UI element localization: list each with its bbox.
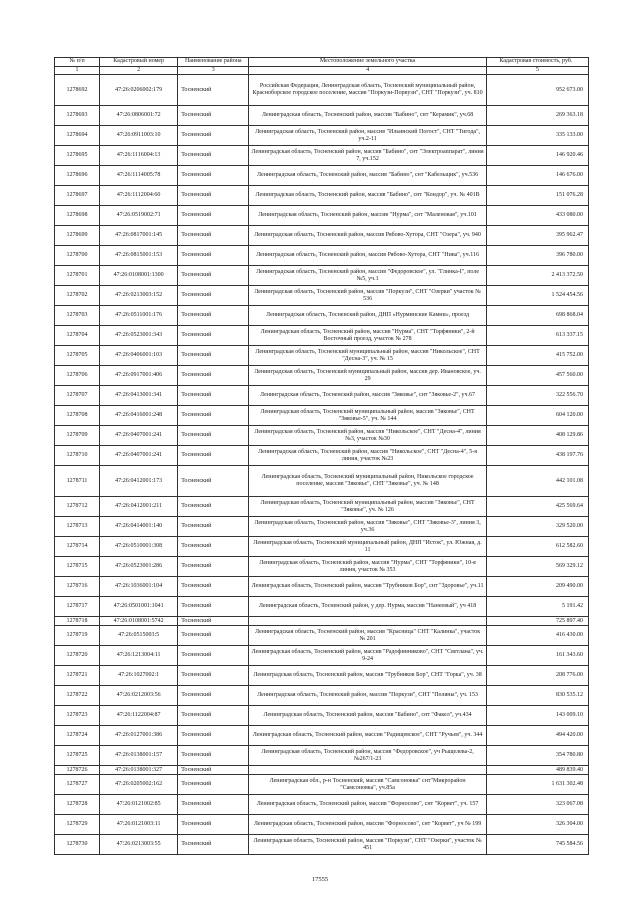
- cadastral-number-cell: 47:26:1213004:11: [100, 646, 178, 666]
- column-index: 1: [55, 67, 100, 75]
- row-number-cell: 1278693: [55, 106, 100, 126]
- district-cell: Тосненский: [178, 106, 249, 126]
- table-row: [55, 815, 589, 835]
- row-number-cell: 1278698: [55, 206, 100, 226]
- district-cell: Тосненский: [178, 75, 249, 106]
- table-row: [55, 306, 589, 326]
- row-number-cell: 1278702: [55, 286, 100, 306]
- cadastral-number-cell: 47:26:1036001:104: [100, 577, 178, 597]
- district-cell: Тосненский: [178, 226, 249, 246]
- location-cell: Ленинградская область, Тосненский район, массив "Бабино", снт "Кабельщик", уч.536: [249, 166, 486, 186]
- cadastral-value-table: [54, 57, 589, 855]
- cadastral-number-cell: 47:26:0412001:211: [100, 497, 178, 517]
- location-cell: [249, 617, 486, 626]
- header-row-number: № п/п: [55, 58, 100, 67]
- cadastral-value-cell: 395 962.47: [486, 226, 588, 246]
- cadastral-value-cell: 209 490.00: [486, 577, 588, 597]
- district-cell: Тосненский: [178, 577, 249, 597]
- district-cell: Тосненский: [178, 537, 249, 557]
- location-cell: Ленинградская область, Тосненский район, массив "Бабино", снт "Факел", уч.434: [249, 706, 486, 726]
- district-cell: Тосненский: [178, 306, 249, 326]
- cadastral-value-cell: 146 676.00: [486, 166, 588, 186]
- row-number-cell: 1278718: [55, 617, 100, 626]
- cadastral-value-cell: 408 129.86: [486, 426, 588, 446]
- table-row: [55, 686, 589, 706]
- cadastral-number-cell: 47:26:0413001:341: [100, 386, 178, 406]
- cadastral-value-cell: 269 363.18: [486, 106, 588, 126]
- table-row: [55, 226, 589, 246]
- location-cell: Ленинградская область, Тосненский район, массив "Радищевское", СНТ "Ручьев", уч. 344: [249, 726, 486, 746]
- district-cell: Тосненский: [178, 726, 249, 746]
- cadastral-number-cell: 47:26:0519002:71: [100, 206, 178, 226]
- cadastral-value-cell: 151 076.28: [486, 186, 588, 206]
- cadastral-number-cell: 47:26:0406001:103: [100, 346, 178, 366]
- cadastral-value-cell: 438 197.76: [486, 446, 588, 466]
- row-number-cell: 1278700: [55, 246, 100, 266]
- cadastral-number-cell: 47:26:0412001:173: [100, 466, 178, 497]
- table-row: [55, 795, 589, 815]
- cadastral-number-cell: 47:26:0511001:176: [100, 306, 178, 326]
- cadastral-value-cell: 323 067.08: [486, 795, 588, 815]
- table-row: [55, 646, 589, 666]
- cadastral-value-cell: 612 582.60: [486, 537, 588, 557]
- row-number-cell: 1278730: [55, 835, 100, 855]
- district-cell: Тосненский: [178, 446, 249, 466]
- district-cell: Тосненский: [178, 517, 249, 537]
- cadastral-number-cell: 47:26:0501001:1041: [100, 597, 178, 617]
- table-row: [55, 266, 589, 286]
- cadastral-number-cell: 47:26:1112004:60: [100, 186, 178, 206]
- cadastral-number-cell: 47:26:0523001:343: [100, 326, 178, 346]
- table-row: [55, 835, 589, 855]
- table-row: [55, 746, 589, 766]
- row-number-cell: 1278696: [55, 166, 100, 186]
- table-row: [55, 666, 589, 686]
- district-cell: Тосненский: [178, 646, 249, 666]
- location-cell: Ленинградская область, Тосненский район, массив "Трубников Бор", СНТ "Горка", уч. 38: [249, 666, 486, 686]
- table-row: [55, 577, 589, 597]
- table-row: [55, 206, 589, 226]
- table-header-row: [55, 58, 589, 67]
- row-number-cell: 1278721: [55, 666, 100, 686]
- district-cell: Тосненский: [178, 146, 249, 166]
- table-row: [55, 617, 589, 626]
- table-row: [55, 517, 589, 537]
- table-row: [55, 166, 589, 186]
- cadastral-value-cell: 5 191.42: [486, 597, 588, 617]
- table-row: [55, 537, 589, 557]
- district-cell: Тосненский: [178, 206, 249, 226]
- location-cell: Ленинградская обл., р-н Тосненский, массив "Самсоновка" снт"Микрорайон "Самсоновка", уч.85а: [249, 775, 486, 795]
- row-number-cell: 1278714: [55, 537, 100, 557]
- row-number-cell: 1278724: [55, 726, 100, 746]
- table-row: [55, 597, 589, 617]
- district-cell: Тосненский: [178, 617, 249, 626]
- table-row: [55, 626, 589, 646]
- header-cadastral-value: Кадастровая стоимость, руб.: [486, 58, 588, 67]
- table-row: [55, 75, 589, 106]
- cadastral-number-cell: 47:26:0138001:157: [100, 746, 178, 766]
- district-cell: Тосненский: [178, 366, 249, 386]
- cadastral-number-cell: 47:26:0917001:406: [100, 366, 178, 386]
- row-number-cell: 1278697: [55, 186, 100, 206]
- row-number-cell: 1278723: [55, 706, 100, 726]
- district-cell: Тосненский: [178, 835, 249, 855]
- cadastral-number-cell: 47:26:0416001:248: [100, 406, 178, 426]
- cadastral-value-cell: 143 009.10: [486, 706, 588, 726]
- page-number: 17555: [311, 876, 329, 883]
- location-cell: Ленинградская область, Тосненский район, массив "Ильинский Погост", СНТ "Тигода", уч.2-11: [249, 126, 486, 146]
- row-number-cell: 1278695: [55, 146, 100, 166]
- header-district: Наименование района: [178, 58, 249, 67]
- cadastral-number-cell: 47:26:0108001:1300: [100, 266, 178, 286]
- location-cell: Ленинградская область, Тосненский район, массив "Бабино", снт "Керамик", уч.68: [249, 106, 486, 126]
- location-cell: Ленинградская область, Тосненский район, массив "Поркузи", СНТ "Озерки" участок № 536: [249, 286, 486, 306]
- location-cell: Ленинградская область, Тосненский район, массив "Никольское", СНТ "Десна-4", 5-я линия, участок №23: [249, 446, 486, 466]
- cadastral-number-cell: 47:26:0407001:241: [100, 446, 178, 466]
- district-cell: Тосненский: [178, 626, 249, 646]
- cadastral-value-cell: 425 569.64: [486, 497, 588, 517]
- cadastral-value-cell: 1 524 454.56: [486, 286, 588, 306]
- table-row: [55, 406, 589, 426]
- row-number-cell: 1278694: [55, 126, 100, 146]
- column-index: 4: [249, 67, 486, 75]
- cadastral-value-cell: 613 337.15: [486, 326, 588, 346]
- cadastral-value-cell: 433 080.00: [486, 206, 588, 226]
- location-cell: Ленинградская область, Тосненский район, массив "Нурма", снт "Маленовая", уч.101: [249, 206, 486, 226]
- location-cell: [249, 766, 486, 775]
- location-cell: Ленинградская область, Тосненский район, массив "Зяковье", снт "Зяковье-2", уч.67: [249, 386, 486, 406]
- location-cell: Ленинградская область, Тосненский муниципальный район, ДНП "Исток", ул. Южная, д. 11: [249, 537, 486, 557]
- table-row: [55, 426, 589, 446]
- location-cell: Ленинградская область, Тосненский район, массив "Зяковье", СНТ "Зяковье-3", линия 3, уч.36: [249, 517, 486, 537]
- table-row: [55, 126, 589, 146]
- location-cell: Ленинградская область, Тосненский район, ДНП «Нурминские Камни», проезд: [249, 306, 486, 326]
- row-number-cell: 1278705: [55, 346, 100, 366]
- location-cell: Ленинградская область, Тосненский муниципальный район, массив "Никольское", СНТ "Десна-3", уч. № 15: [249, 346, 486, 366]
- row-number-cell: 1278709: [55, 426, 100, 446]
- district-cell: Тосненский: [178, 426, 249, 446]
- cadastral-value-cell: 354 780.80: [486, 746, 588, 766]
- district-cell: Тосненский: [178, 186, 249, 206]
- cadastral-number-cell: 47:26:0817001:145: [100, 226, 178, 246]
- district-cell: Тосненский: [178, 286, 249, 306]
- table-body: [55, 75, 589, 855]
- cadastral-number-cell: 47:26:0127001:386: [100, 726, 178, 746]
- table-row: [55, 497, 589, 517]
- cadastral-number-cell: 47:26:0515003:5: [100, 626, 178, 646]
- cadastral-value-cell: 830 535.12: [486, 686, 588, 706]
- location-cell: Ленинградская область, Тосненский район, массив Рябово-Хутора, СНТ "Нива", уч.116: [249, 246, 486, 266]
- table-row: [55, 346, 589, 366]
- cadastral-number-cell: 47:26:1116004:13: [100, 146, 178, 166]
- cadastral-number-cell: 47:26:0138001:327: [100, 766, 178, 775]
- cadastral-number-cell: 47:26:0213003:55: [100, 835, 178, 855]
- table-row: [55, 446, 589, 466]
- cadastral-value-cell: 326 304.00: [486, 815, 588, 835]
- district-cell: Тосненский: [178, 557, 249, 577]
- row-number-cell: 1278701: [55, 266, 100, 286]
- row-number-cell: 1278722: [55, 686, 100, 706]
- row-number-cell: 1278711: [55, 466, 100, 497]
- table-row: [55, 186, 589, 206]
- cadastral-value-cell: 698 868.04: [486, 306, 588, 326]
- table-row: [55, 557, 589, 577]
- table-row: [55, 366, 589, 386]
- district-cell: Тосненский: [178, 706, 249, 726]
- district-cell: Тосненский: [178, 406, 249, 426]
- cadastral-number-cell: 47:26:0121002:85: [100, 795, 178, 815]
- location-cell: Ленинградская область, Тосненский район, массив "Нурма", СНТ "Торфяники", 2-й Восточный проезд, участок № 278: [249, 326, 486, 346]
- row-number-cell: 1278707: [55, 386, 100, 406]
- district-cell: Тосненский: [178, 497, 249, 517]
- cadastral-value-cell: 1 631 302.48: [486, 775, 588, 795]
- cadastral-value-cell: 161 343.60: [486, 646, 588, 666]
- district-cell: Тосненский: [178, 346, 249, 366]
- registry-table-container: [54, 57, 589, 855]
- cadastral-value-cell: 208 776.00: [486, 666, 588, 686]
- location-cell: Ленинградская область, Тосненский район, массив "Поркузи", СНТ "Озерки", участок № 451: [249, 835, 486, 855]
- district-cell: Тосненский: [178, 686, 249, 706]
- cadastral-number-cell: 47:26:0205002:162: [100, 775, 178, 795]
- location-cell: Ленинградская область, Тосненский район, у дер. Нурма, массив "Нанеевый", уч 418: [249, 597, 486, 617]
- cadastral-number-cell: 47:26:1122004:87: [100, 706, 178, 726]
- table-row: [55, 246, 589, 266]
- cadastral-number-cell: 47:26:0510001:308: [100, 537, 178, 557]
- column-index: 5: [486, 67, 588, 75]
- location-cell: Ленинградская область, Тосненский район, массив "Бабино", снт "Электроаппарат", линия 7, уч.152: [249, 146, 486, 166]
- cadastral-value-cell: 725 897.40: [486, 617, 588, 626]
- cadastral-number-cell: 47:26:0108001:5742: [100, 617, 178, 626]
- cadastral-number-cell: 47:26:1114005:78: [100, 166, 178, 186]
- table-row: [55, 466, 589, 497]
- cadastral-number-cell: 47:26:0407001:241: [100, 426, 178, 446]
- district-cell: Тосненский: [178, 326, 249, 346]
- row-number-cell: 1278710: [55, 446, 100, 466]
- table-row: [55, 766, 589, 775]
- row-number-cell: 1278725: [55, 746, 100, 766]
- district-cell: Тосненский: [178, 166, 249, 186]
- row-number-cell: 1278716: [55, 577, 100, 597]
- cadastral-value-cell: 604 120.00: [486, 406, 588, 426]
- row-number-cell: 1278692: [55, 75, 100, 106]
- location-cell: Ленинградская область, Тосненский район, массив "Трубников Бор", снт "Здоровье", уч.11: [249, 577, 486, 597]
- location-cell: Ленинградская область, Тосненский район, массив Рябово-Хутора, СНТ "Озера", уч. 940: [249, 226, 486, 246]
- row-number-cell: 1278729: [55, 815, 100, 835]
- district-cell: Тосненский: [178, 746, 249, 766]
- cadastral-value-cell: 2 413 372.50: [486, 266, 588, 286]
- cadastral-number-cell: 47:26:0212003:56: [100, 686, 178, 706]
- cadastral-number-cell: 47:26:0206002:179: [100, 75, 178, 106]
- cadastral-value-cell: 416 430.00: [486, 626, 588, 646]
- row-number-cell: 1278728: [55, 795, 100, 815]
- cadastral-value-cell: 322 556.70: [486, 386, 588, 406]
- table-row: [55, 726, 589, 746]
- cadastral-number-cell: 47:26:0806001:72: [100, 106, 178, 126]
- row-number-cell: 1278720: [55, 646, 100, 666]
- cadastral-value-cell: 396 780.00: [486, 246, 588, 266]
- table-row: [55, 706, 589, 726]
- district-cell: Тосненский: [178, 126, 249, 146]
- cadastral-number-cell: 47:26:0815001:153: [100, 246, 178, 266]
- location-cell: Ленинградская область, Тосненский район, массив "Нурма", СНТ "Торфяники", 10-я линия, участок № 353: [249, 557, 486, 577]
- row-number-cell: 1278719: [55, 626, 100, 646]
- location-cell: Ленинградская область, Тосненский район, массив "Бабино", снт "Кондор", уч. № 401В: [249, 186, 486, 206]
- district-cell: Тосненский: [178, 775, 249, 795]
- location-cell: Ленинградская область, Тосненский муниципальный район, Никольское городское поселение, массив "Зяковье", СНТ "Зяковье", уч. № 148: [249, 466, 486, 497]
- district-cell: Тосненский: [178, 466, 249, 497]
- cadastral-value-cell: 745 584.56: [486, 835, 588, 855]
- location-cell: Ленинградская область, Тосненский район, массив "Никольское", СНТ "Десна-4", линия №3, участок №30: [249, 426, 486, 446]
- cadastral-value-cell: 146 920.46: [486, 146, 588, 166]
- header-location: Местоположение земельного участка: [249, 58, 486, 67]
- location-cell: Ленинградская область, Тосненский район, массив "Красница" СНТ "Калинка", участок № 201: [249, 626, 486, 646]
- row-number-cell: 1278712: [55, 497, 100, 517]
- table-row: [55, 106, 589, 126]
- row-number-cell: 1278726: [55, 766, 100, 775]
- district-cell: Тосненский: [178, 597, 249, 617]
- location-cell: Ленинградская область, Тосненский район, массив "Поркузи", СНТ "Поляны", уч. 153: [249, 686, 486, 706]
- cadastral-value-cell: 335 133.00: [486, 126, 588, 146]
- column-index-row: [55, 67, 589, 75]
- location-cell: Ленинградская область, Тосненский район, массив "Федоровское", ул. "Глинка-I", поле №5, уч.1: [249, 266, 486, 286]
- district-cell: Тосненский: [178, 386, 249, 406]
- table-row: [55, 286, 589, 306]
- location-cell: Ленинградская область, Тосненский муниципальный район, массив "Зяковье", СНТ "Зяковье", уч. № 126: [249, 497, 486, 517]
- cadastral-number-cell: 47:26:0523001:286: [100, 557, 178, 577]
- column-index: 3: [178, 67, 249, 75]
- cadastral-value-cell: 457 560.00: [486, 366, 588, 386]
- row-number-cell: 1278715: [55, 557, 100, 577]
- district-cell: Тосненский: [178, 246, 249, 266]
- table-row: [55, 386, 589, 406]
- cadastral-value-cell: 952 673.00: [486, 75, 588, 106]
- row-number-cell: 1278727: [55, 775, 100, 795]
- cadastral-number-cell: 47:26:0414001:140: [100, 517, 178, 537]
- row-number-cell: 1278704: [55, 326, 100, 346]
- district-cell: Тосненский: [178, 766, 249, 775]
- district-cell: Тосненский: [178, 666, 249, 686]
- location-cell: Ленинградская область, Тосненский район, массив "Федоровское", уч Рыщелева-2, №267/1-23: [249, 746, 486, 766]
- cadastral-number-cell: 47:26:0121003:11: [100, 815, 178, 835]
- cadastral-value-cell: 329 520.00: [486, 517, 588, 537]
- row-number-cell: 1278708: [55, 406, 100, 426]
- location-cell: Ленинградская область, Тосненский район, массив "Форносово", снт "Корвет", уч. 157: [249, 795, 486, 815]
- row-number-cell: 1278699: [55, 226, 100, 246]
- cadastral-value-cell: 415 752.00: [486, 346, 588, 366]
- district-cell: Тосненский: [178, 266, 249, 286]
- cadastral-value-cell: 569 329.12: [486, 557, 588, 577]
- cadastral-value-cell: 489 839.40: [486, 766, 588, 775]
- cadastral-number-cell: 47:26:1027002:1: [100, 666, 178, 686]
- cadastral-value-cell: 494 420.00: [486, 726, 588, 746]
- row-number-cell: 1278717: [55, 597, 100, 617]
- cadastral-number-cell: 47:26:0213003:152: [100, 286, 178, 306]
- row-number-cell: 1278703: [55, 306, 100, 326]
- table-row: [55, 146, 589, 166]
- column-index: 2: [100, 67, 178, 75]
- location-cell: Ленинградская область, Тосненский район, массив "Радофинниково", СНТ "Светлана", уч. 9-24: [249, 646, 486, 666]
- table-row: [55, 775, 589, 795]
- row-number-cell: 1278706: [55, 366, 100, 386]
- header-cadastral-number: Кадастровый номер: [100, 58, 178, 67]
- location-cell: Ленинградская область, Тосненский муниципальный район, массив "Зяковье", СНТ "Зяковье-5", уч. № 144: [249, 406, 486, 426]
- cadastral-value-cell: 442 101.08: [486, 466, 588, 497]
- location-cell: Ленинградская область, Тосненский муниципальный район, массив дер. Ивановское, уч. 29: [249, 366, 486, 386]
- table-row: [55, 326, 589, 346]
- cadastral-number-cell: 47:26:0911003:10: [100, 126, 178, 146]
- location-cell: Российская Федерация, Ленинградская область, Тосненский муниципальный район, Красноборское городское поселение, массив "Поркузи-Поркузи", СНТ "Поркузи", уч. 810: [249, 75, 486, 106]
- row-number-cell: 1278713: [55, 517, 100, 537]
- location-cell: Ленинградская область, Тосненский район, массив "Форносово", снт "Корвет", уч № 199: [249, 815, 486, 835]
- district-cell: Тосненский: [178, 815, 249, 835]
- district-cell: Тосненский: [178, 795, 249, 815]
